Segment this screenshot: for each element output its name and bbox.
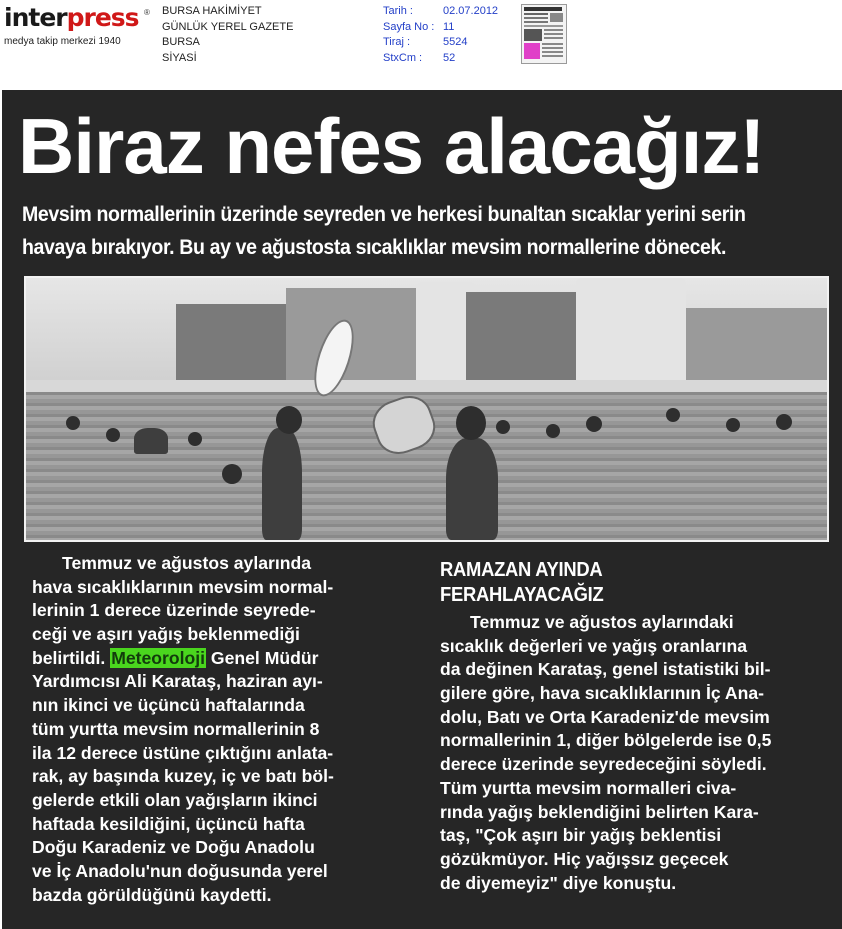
meta-values [443, 4, 498, 66]
deck-line: Mevsim normallerinin üzerinde seyreden ve herkesi bunaltan sıcaklar yerini serin [22, 203, 746, 226]
photo-swimmer [776, 414, 792, 430]
body-line: Doğu Karadeniz ve Doğu Anadolu [32, 837, 315, 858]
photo-swimmer [188, 432, 202, 446]
circulation-value: 5524 [443, 36, 468, 48]
body-line: derece üzerinde seyredeceğini söyledi. [440, 754, 767, 775]
photo-tower [576, 278, 686, 384]
body-line: taş, "Çok aşırı bir yağış beklentisi [440, 825, 722, 846]
subheading-line: RAMAZAN AYINDA [440, 559, 603, 581]
photo-swimmer [134, 428, 168, 454]
source-type: GÜNLÜK YEREL GAZETE [162, 20, 294, 33]
date-label: Tarih : [383, 5, 413, 17]
stxcm-value: 52 [443, 51, 456, 64]
meta-labels [383, 4, 434, 66]
photo-boy [446, 438, 498, 540]
photo-building [466, 292, 586, 384]
subheading [440, 558, 794, 608]
keyword-highlight: Meteoroloji [111, 647, 206, 668]
newspaper-clipping [2, 90, 842, 929]
subheading-line: FERAHLAYACAĞIZ [440, 584, 604, 606]
body-line: gelerde etkili olan yağışların ikinci [32, 789, 318, 810]
photo-swimmer [66, 416, 80, 430]
body-line: normallerinin 1, diğer bölgelerde ise 0,5 [440, 730, 772, 751]
body-line: da değinen Karataş, genel istatistiki bil- [440, 659, 771, 680]
body-line: ceği ve aşırı yağış beklenmediği [32, 624, 300, 645]
photo-building [686, 308, 827, 384]
body-line: ila 12 derece üstüne çıktığını anlata- [32, 742, 334, 763]
body-line: de diyemeyiz" diye konuştu. [440, 872, 677, 893]
body-line: tüm yurtta mevsim normallerinin 8 [32, 718, 320, 739]
body-line: ve İç Anadolu'nun doğusunda yerel [32, 860, 328, 881]
body-line: nın ikinci ve üçüncü haftalarında [32, 695, 305, 716]
logo-word-inter: inter [4, 3, 67, 32]
photo-building [176, 304, 286, 384]
body-text: belirtildi. [32, 647, 111, 668]
stxcm-label: StxCm : [383, 51, 423, 64]
body-line: dolu, Batı ve Orta Karadeniz'de mevsim [440, 706, 770, 727]
headline: Biraz nefes alacağız! [18, 102, 765, 190]
body-text: Genel Müdür [206, 647, 319, 668]
body-line: rında yağış beklendiğini belirten Kara- [440, 801, 759, 822]
beach-photo [24, 276, 829, 542]
photo-swimmer [586, 416, 602, 432]
photo-boy-head [456, 406, 486, 440]
right-column [440, 558, 825, 895]
source-name: BURSA HAKİMİYET [162, 5, 262, 17]
page-value: 11 [443, 20, 455, 33]
body-line-highlight [32, 647, 412, 671]
photo-building [286, 288, 436, 384]
photo-swimmer [222, 464, 242, 484]
photo-swimmer [666, 408, 680, 422]
body-line: gilere göre, hava sıcaklıklarının İç Ana- [440, 683, 764, 704]
logo-wordmark [4, 4, 139, 32]
photo-swimmer [726, 418, 740, 432]
left-column [32, 552, 412, 907]
page-thumbnail[interactable] [521, 4, 567, 64]
source-info [162, 4, 293, 66]
page-label: Sayfa No : [383, 20, 435, 33]
body-line: bazda görüldüğünü kaydetti. [32, 884, 272, 905]
body-line: Tüm yurtta mevsim normalleri civa- [440, 777, 737, 798]
body-line: sıcaklık değerleri ve yağış oranlarına [440, 635, 748, 656]
body-line: rak, ay başında kuzey, iç ve batı böl- [32, 766, 334, 787]
photo-swimmer [496, 420, 510, 434]
body-line: hava sıcaklıklarının mevsim normal- [32, 576, 334, 597]
photo-swimmer [546, 424, 560, 438]
interpress-logo [4, 4, 150, 50]
body-line: haftada kesildiğini, üçüncü hafta [32, 813, 305, 834]
body-line: Temmuz ve ağustos aylarında [62, 553, 312, 573]
right-body [440, 611, 825, 895]
logo-word-press: press [66, 3, 139, 32]
body-line: Temmuz ve ağustos aylarındaki [470, 612, 734, 632]
source-category: SİYASİ [162, 51, 197, 64]
logo-tagline: medya takip merkezi 1940 [4, 36, 121, 47]
circulation-label: Tiraj : [383, 36, 411, 48]
source-city: BURSA [162, 36, 200, 48]
body-line: gözükmüyor. Hiç yağışsız geçecek [440, 848, 729, 869]
body-line: Yardımcısı Ali Karataş, haziran ayı- [32, 671, 323, 692]
photo-swimmer [106, 428, 120, 442]
photo-child-head [276, 406, 302, 434]
deck-line: havaya bırakıyor. Bu ay ve ağustosta sıcaklıklar mevsim normallerine dönecek. [22, 236, 727, 259]
registered-mark: ® [144, 8, 150, 17]
deck [22, 198, 831, 264]
body-line: lerinin 1 derece üzerinde seyrede- [32, 600, 316, 621]
photo-child [262, 428, 302, 540]
date-value: 02.07.2012 [443, 5, 499, 17]
